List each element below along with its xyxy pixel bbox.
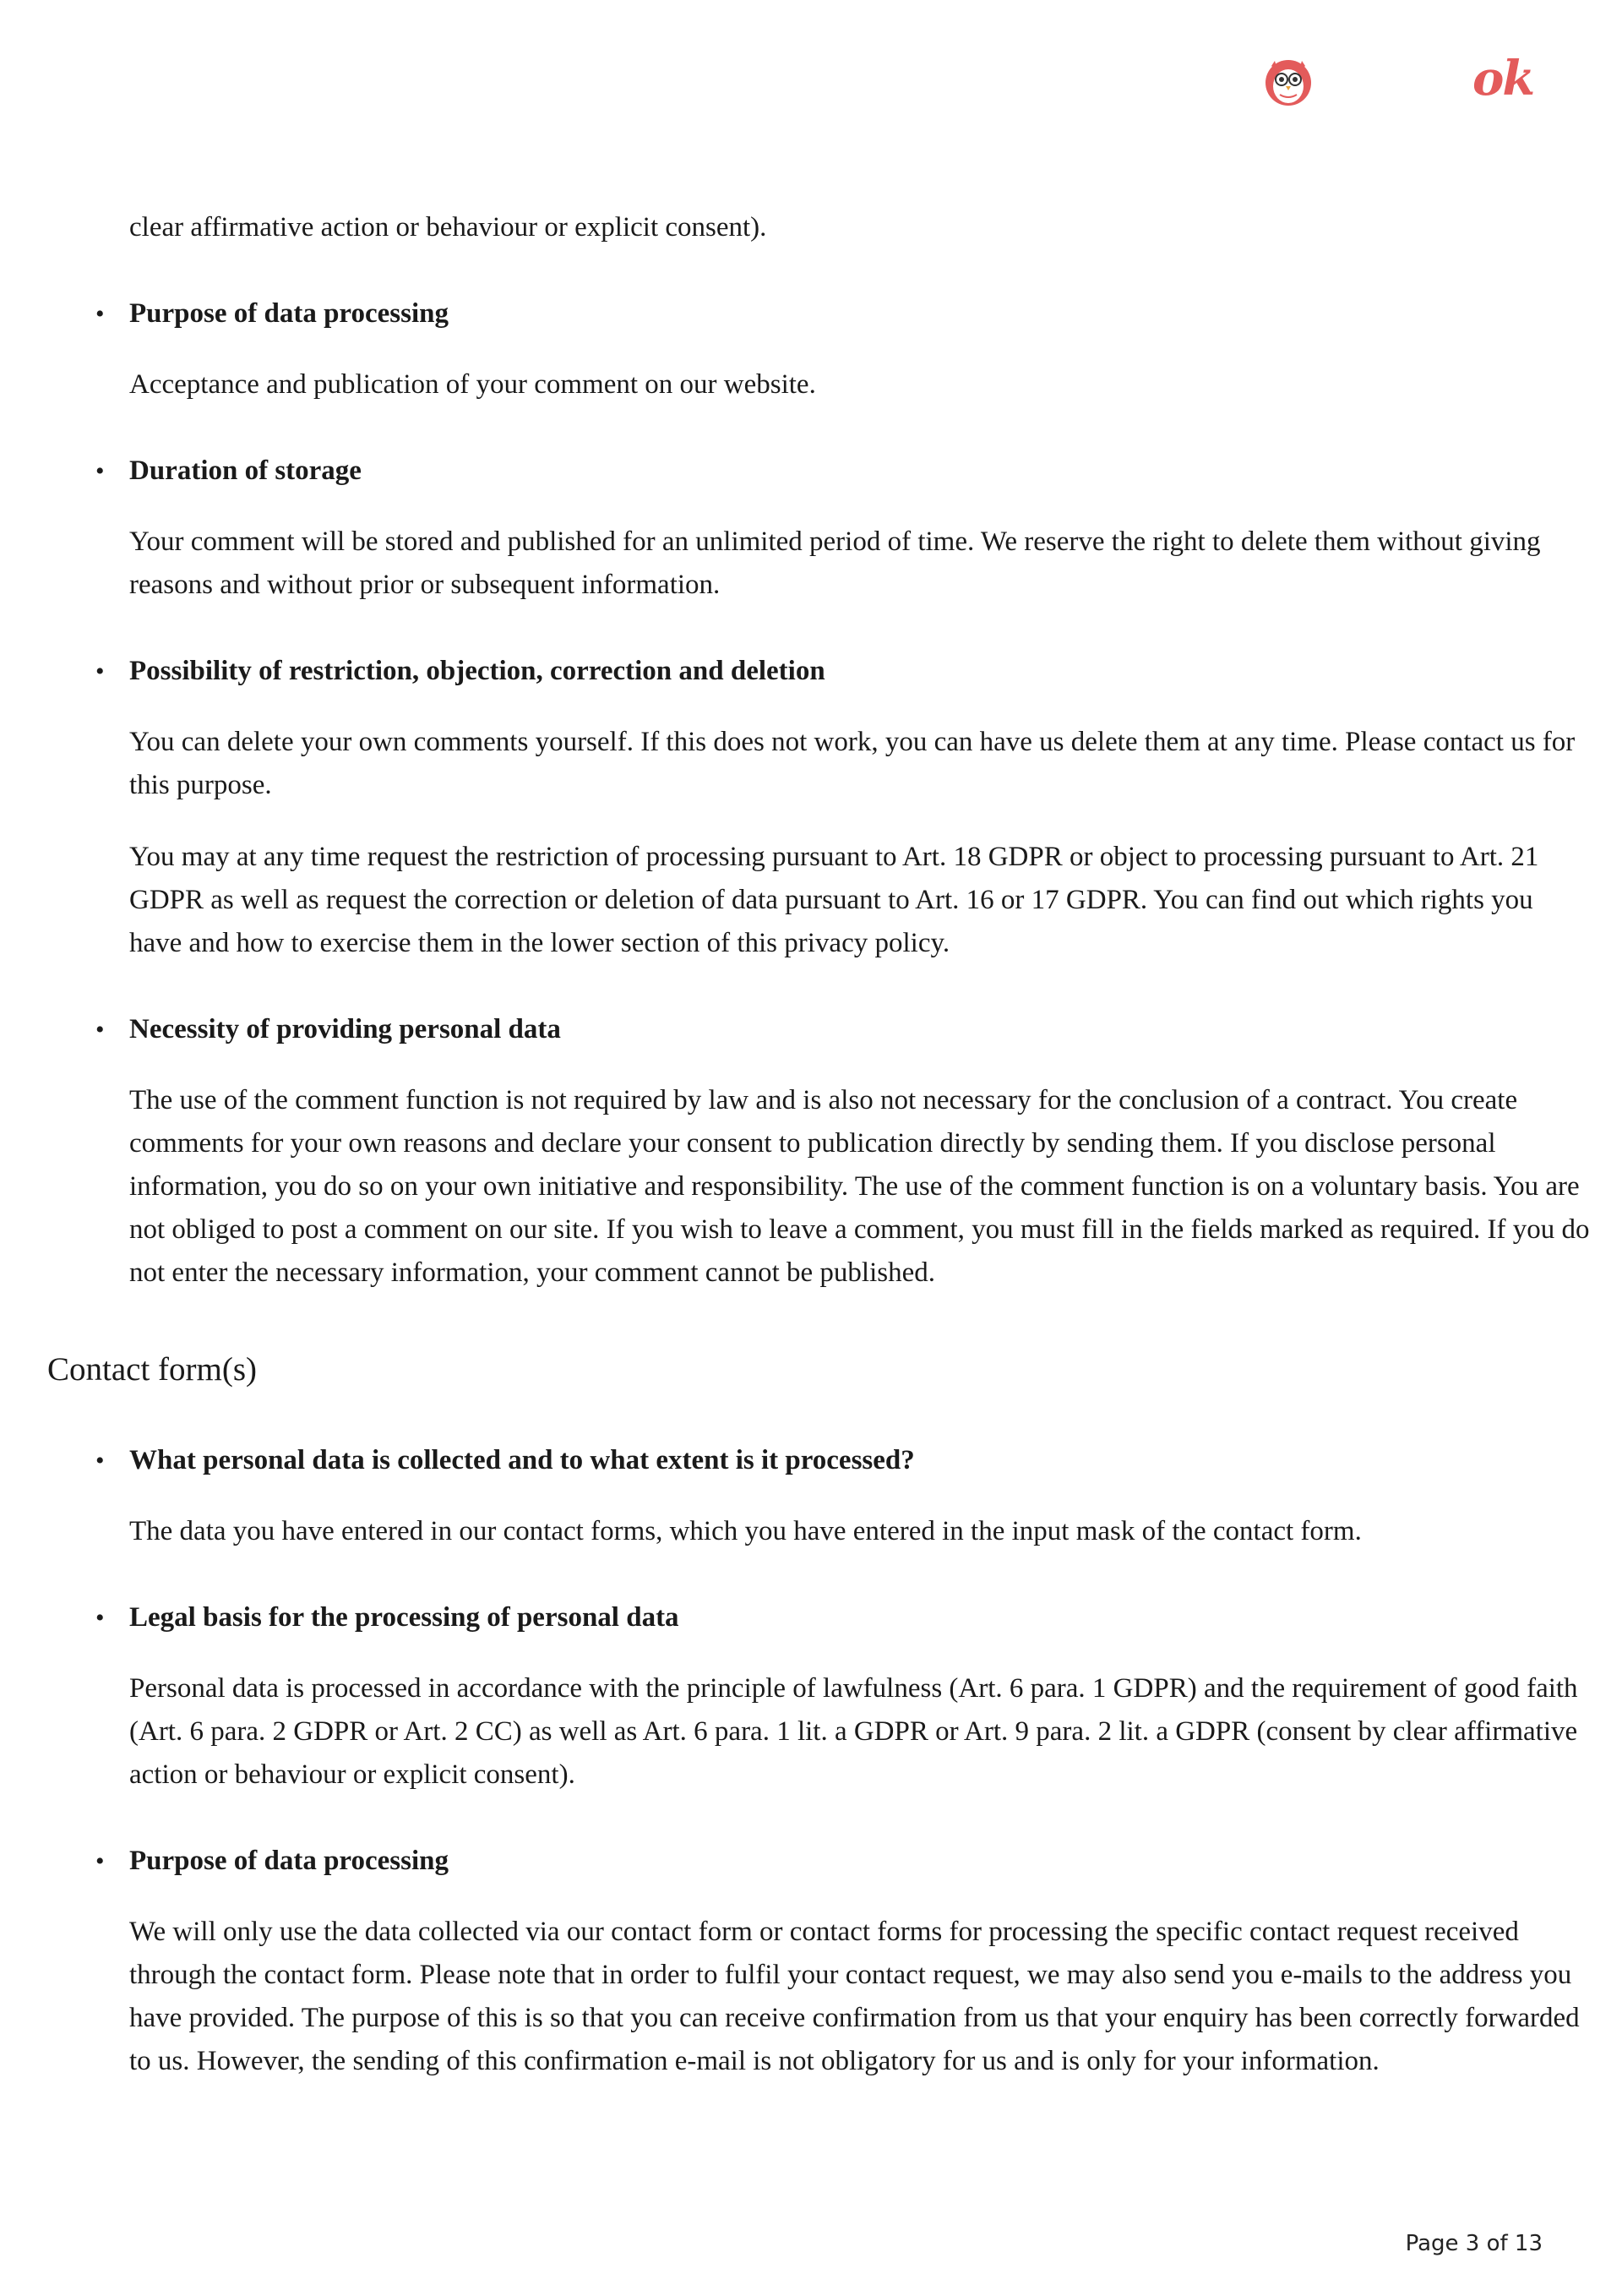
- bullet-heading: • What personal data is collected and to what extent is it processed?: [129, 1439, 1591, 1482]
- bullet-heading: • Purpose of data processing: [129, 292, 1591, 335]
- bullet-heading: • Duration of storage: [129, 450, 1591, 493]
- bullet-heading: • Necessity of providing personal data: [129, 1008, 1591, 1051]
- paragraph: You may at any time request the restriction of processing pursuant to Art. 18 GDPR or object to processing pursuant to Art. 21 GDPR as well as request the correction or deletion of data pursuant to Art. 16 or 17 GDPR. You can find out which rights you have and how to exercise them in the lower section of this privacy policy.: [129, 842, 1539, 958]
- paragraph: clear affirmative action or behaviour or explicit consent).: [129, 212, 767, 243]
- paragraph: We will only use the data collected via our contact form or contact forms for processing the specific contact request received through the contact form. Please note that in order to fulfil your contact request, we may also send you e-mails to the address you have provided. The purpose of this is so that you can receive confirmation from us that your enquiry has been correctly forwarded to us. However, the sending of this confirmation e-mail is not obligatory for us and is only for your information.: [129, 1917, 1580, 2076]
- paragraph: The data you have entered in our contact forms, which you have entered in the input mask of the contact form.: [129, 1516, 1362, 1546]
- bullet-heading: • Legal basis for the processing of personal data: [129, 1596, 1591, 1639]
- bullet-heading: • Possibility of restriction, objection, correction and deletion: [129, 650, 1591, 693]
- paragraph: Acceptance and publication of your comment on our website.: [129, 369, 816, 400]
- section-heading: Contact form(s): [47, 1351, 258, 1388]
- paragraph: You can delete your own comments yourself. If this does not work, you can have us delete them at any time. Please contact us for this purpose.: [129, 727, 1576, 800]
- owl-icon: [1263, 54, 1314, 110]
- paragraph: Personal data is processed in accordance with the principle of lawfulness (Art. 6 para. 1 GDPR) and the requirement of good faith (Art. 6 para. 2 GDPR or Art. 2 CC) as well as Art. 6 para. 1 lit. a GDPR or Art. 9 para. 2 lit. a GDPR (consent by clear affirmative action or behaviour or explicit consent).: [129, 1673, 1578, 1790]
- paragraph: Your comment will be stored and published for an unlimited period of time. We reserve the right to delete them without giving reasons and without prior or subsequent information.: [129, 526, 1541, 600]
- header-logo: [1263, 51, 1542, 113]
- paragraph: The use of the comment function is not required by law and is also not necessary for the conclusion of a contract. You create comments for your own reasons and declare your consent to publication directly by sending them. If you disclose personal information, you do so on your own initiative and responsibility. The use of the comment function is on a voluntary basis. You are not obliged to post a comment on our site. If you wish to leave a comment, you must fill in the fields marked as required. If you do not enter the necessary information, your comment cannot be published.: [129, 1085, 1590, 1288]
- logo-text: ok: [1472, 51, 1534, 106]
- bullet-heading: • Purpose of data processing: [129, 1840, 1591, 1883]
- page-number: Page 3 of 13: [1405, 2231, 1543, 2256]
